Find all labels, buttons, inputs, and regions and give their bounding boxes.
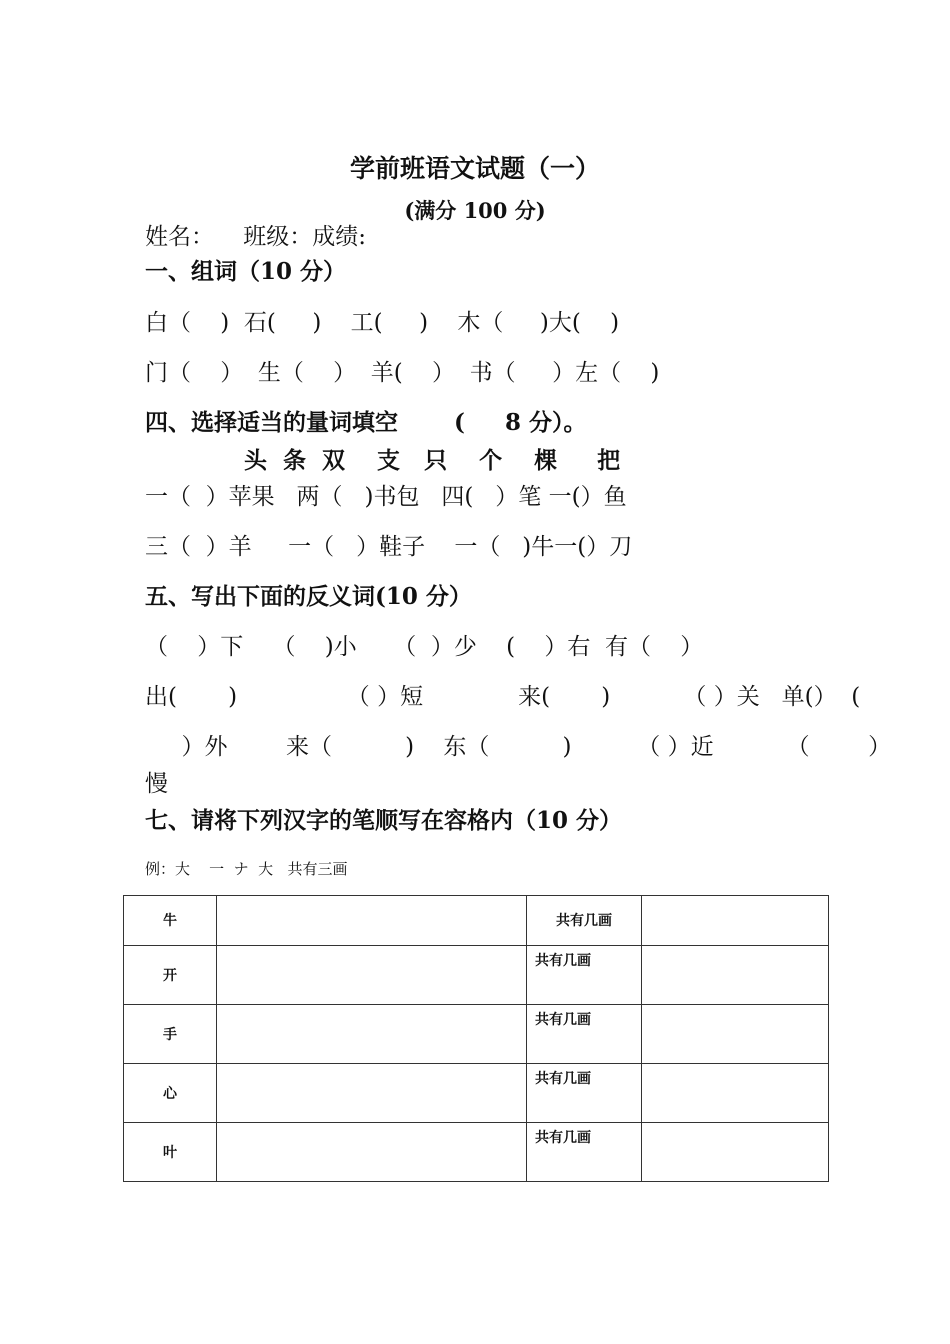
stroke-order-answer-cell[interactable] [217, 1063, 527, 1122]
section1-heading: 一、组词（10 分） [145, 258, 347, 285]
page-subtitle: (满分 100 分) [404, 198, 546, 223]
table-row [124, 896, 829, 946]
student-info-line: 姓名： 班级：成绩: [145, 224, 366, 250]
section1-row2: 门（ ） 生（ ） 羊( ） 书（ ）左（ ) [145, 360, 660, 386]
section7-example: 例：大 一 ナ 大 共有三画 [145, 860, 348, 878]
section5-heading: 五、写出下面的反义词(10 分） [145, 583, 472, 610]
section4-row1: 一（ ）苹果 两（ )书包 四( ）笔 一(）鱼 [145, 484, 627, 510]
character-cell: 牛 [124, 896, 217, 946]
character-cell: 叶 [124, 1122, 217, 1181]
section4-heading: 四、选择适当的量词填空 ( 8 分）。 [145, 409, 587, 436]
stroke-count-answer-cell[interactable] [642, 896, 829, 946]
stroke-order-answer-cell[interactable] [217, 1004, 527, 1063]
table-row [124, 1122, 829, 1181]
character-cell: 手 [124, 1004, 217, 1063]
stroke-count-label: 共有几画 [527, 1122, 642, 1181]
stroke-count-answer-cell[interactable] [642, 1004, 829, 1063]
table-row [124, 945, 829, 1004]
stroke-order-table [123, 895, 829, 1182]
page-title: 学前班语文试题（一） [349, 154, 600, 183]
section5-row2: 出( ) （ ）短 来( ) （ ）关 单(） ( [145, 684, 861, 710]
section1-row1: 白（ ) 石( ) 工( ) 木（ )大( ) [145, 310, 620, 336]
stroke-count-label: 共有几画 [527, 896, 642, 946]
stroke-count-answer-cell[interactable] [642, 1063, 829, 1122]
section5-row4: 慢 [145, 771, 168, 797]
stroke-count-answer-cell[interactable] [642, 1122, 829, 1181]
section7-heading: 七、请将下列汉字的笔顺写在容格内（10 分） [145, 807, 623, 834]
table-row [124, 1063, 829, 1122]
stroke-count-label: 共有几画 [527, 945, 642, 1004]
stroke-count-answer-cell[interactable] [642, 945, 829, 1004]
section4-choices: 头 条 双 支 只 个 棵 把 [244, 447, 621, 474]
stroke-order-answer-cell[interactable] [217, 945, 527, 1004]
stroke-count-label: 共有几画 [527, 1063, 642, 1122]
character-cell: 心 [124, 1063, 217, 1122]
section4-row2: 三（ ）羊 一（ ）鞋子 一（ )牛一(）刀 [145, 534, 633, 560]
section5-row1: （ ）下 （ )小 （ ）少 ( ）右 有（ ） [145, 634, 704, 660]
table-row [124, 1004, 829, 1063]
stroke-count-label: 共有几画 [527, 1004, 642, 1063]
section5-row3: ）外 来（ ) 东（ ) （ ）近 （ ） [145, 734, 892, 760]
stroke-order-answer-cell[interactable] [217, 1122, 527, 1181]
stroke-order-answer-cell[interactable] [217, 896, 527, 946]
character-cell: 开 [124, 945, 217, 1004]
